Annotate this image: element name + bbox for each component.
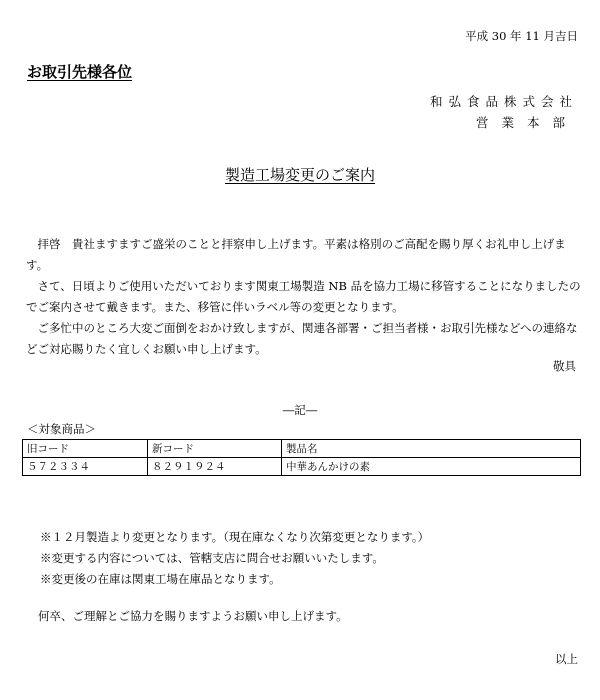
header-old-code: 旧コード [23, 440, 148, 458]
department-name: 営業本部 [475, 115, 578, 130]
closing-request: 何卒、ご理解とご協力を賜りますようお願い申し上げます。 [38, 609, 348, 623]
note-item: ※変更後の在庫は関東工場在庫品となります。 [40, 572, 281, 586]
closing-keigu: 敬具 [553, 359, 576, 373]
table-header-row [23, 440, 581, 458]
addressee: お取引先様各位 [27, 63, 133, 81]
ki-marker: ―記― [282, 403, 318, 417]
table-row [23, 458, 581, 476]
header-product-name: 製品名 [282, 440, 581, 458]
body-paragraph: ご多忙中のところ大変ご面倒をおかけ致しますが、関連各部署・ご担当者様・お取引先様などへの連絡などご対応賜りたく宜しくお願い申し上げます。 [26, 321, 578, 356]
notes-list [40, 527, 429, 590]
cell-new-code: ８２９１９２４ [148, 458, 282, 476]
cell-product-name: 中華あんかけの素 [282, 458, 581, 476]
document-title: 製造工場変更のご案内 [224, 166, 375, 184]
note-item: ※１２月製造より変更となります。（現在庫なくなり次第変更となります。） [40, 530, 430, 544]
company-name: 和弘食品株式会社 [429, 94, 578, 109]
note-item: ※変更する内容については、管轄支店に問合せお願いいたします。 [40, 551, 384, 565]
header-new-code: 新コード [148, 440, 282, 458]
products-table [22, 439, 581, 476]
closing-ijo: 以上 [555, 652, 578, 666]
letter-body [26, 234, 581, 360]
body-paragraph: さて、日頃よりご使用いただいております関東工場製造 NB 品を協力工場に移管することになりましたのでご案内させて戴きます。また、移管に伴いラベル等の変更となります。 [26, 279, 581, 314]
target-products-label: ＜対象商品＞ [27, 422, 96, 436]
body-paragraph: 拝啓 貴社ますますご盛栄のことと拝察申し上げます。平素は格別のご高配を賜り厚くお礼申し上げます。 [26, 237, 566, 272]
document-date: 平成 30 年 11 月吉日 [465, 29, 578, 43]
cell-old-code: ５７２３３４ [23, 458, 148, 476]
